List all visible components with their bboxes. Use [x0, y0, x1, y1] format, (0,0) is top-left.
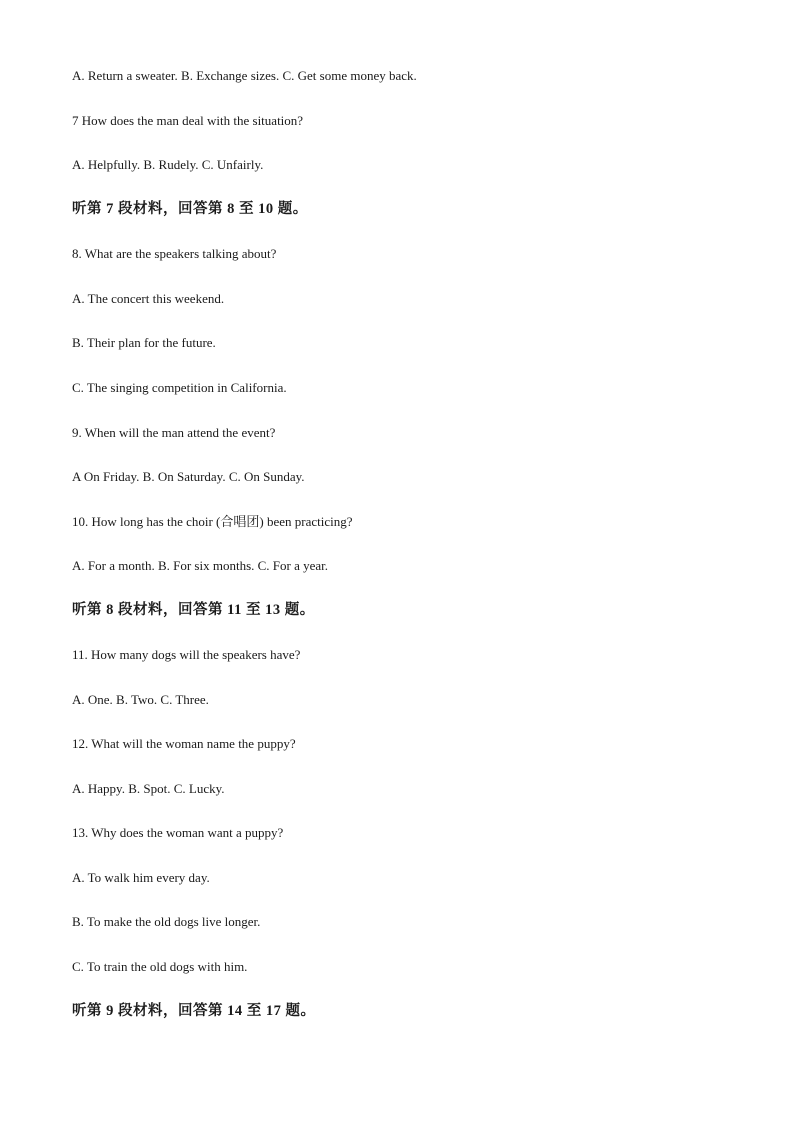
answer-option-13a: A. To walk him every day. — [72, 870, 210, 885]
question-13: 13. Why does the woman want a puppy? — [72, 825, 284, 840]
section-heading-8: 听第 8 段材料，回答第 11 至 13 题。 — [72, 602, 315, 618]
answer-option-8a: A. The concert this weekend. — [72, 291, 225, 306]
question-7: 7 How does the man deal with the situation? — [72, 113, 304, 128]
answer-option-13b: B. To make the old dogs live longer. — [72, 914, 261, 929]
answer-options-q12: A. Happy. B. Spot. C. Lucky. — [72, 781, 225, 796]
answer-option-13c: C. To train the old dogs with him. — [72, 959, 248, 974]
answer-options-q9: A On Friday. B. On Saturday. C. On Sunday. — [72, 469, 305, 484]
answer-option-8c: C. The singing competition in California. — [72, 380, 287, 395]
question-9: 9. When will the man attend the event? — [72, 425, 276, 440]
answer-options-q7: A. Helpfully. B. Rudely. C. Unfairly. — [72, 157, 264, 172]
question-8: 8. What are the speakers talking about? — [72, 246, 277, 261]
section-heading-7: 听第 7 段材料，回答第 8 至 10 题。 — [72, 201, 308, 217]
answer-option-8b: B. Their plan for the future. — [72, 335, 216, 350]
answer-options-q11: A. One. B. Two. C. Three. — [72, 692, 209, 707]
question-11: 11. How many dogs will the speakers have? — [72, 647, 301, 662]
answer-options-q10: A. For a month. B. For six months. C. For a year. — [72, 558, 329, 573]
answer-options-q6: A. Return a sweater. B. Exchange sizes. C. Get some money back. — [72, 68, 417, 83]
section-heading-9: 听第 9 段材料，回答第 14 至 17 题。 — [72, 1003, 316, 1019]
question-12: 12. What will the woman name the puppy? — [72, 736, 296, 751]
question-10: 10. How long has the choir (合唱团) been practicing? — [72, 514, 353, 529]
